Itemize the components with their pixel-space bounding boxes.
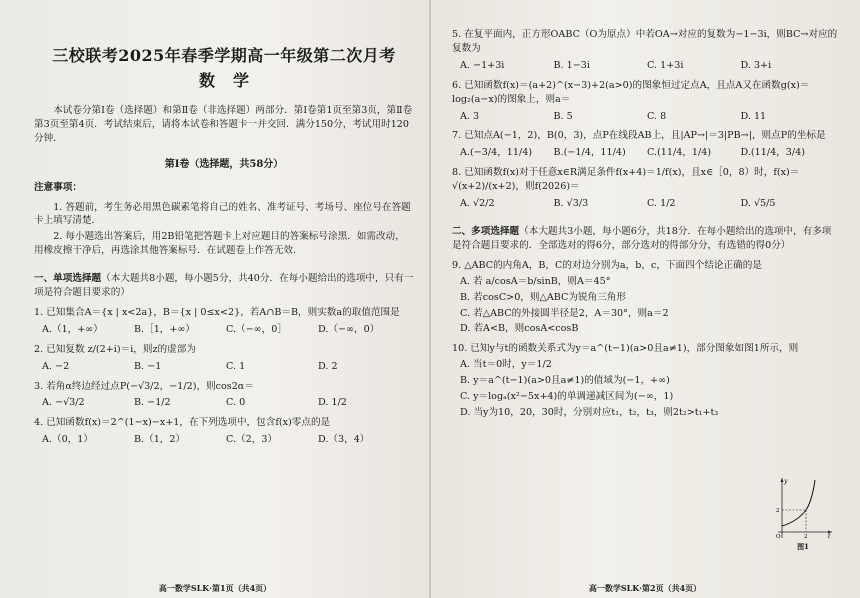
question-6: 6. 已知函数f(x)＝(a+2)^(x−3)+2(a>0)的图象恒过定点A，且点A又在函数g(x)＝log₂(a−x)的图象上，则a＝ — [452, 79, 810, 105]
section1-heading — [34, 272, 414, 300]
option-a: A.(−3/4，11/4) — [460, 147, 533, 159]
question-8: 8. 已知函数f(x)对于任意x∈R满足条件f(x+4)＝1/f(x)，且x∈［0，8）时，f(x)＝√(x+2)/(x+2)，则f(2026)＝ — [452, 167, 800, 193]
exam-title: 三校联考2025年春季学期高一年级第二次月考 — [52, 46, 396, 65]
y-axis-label: y — [784, 478, 788, 485]
question-4-options — [34, 433, 414, 447]
q10-option-c: C. y＝logₐ(x²−5x+4)的单调递减区间为(−∞，1) — [460, 391, 674, 403]
note-1: 1. 答题前，考生务必用黑色碳素笔将自己的姓名、准考证号、考场号、座位号在答题卡上填写清楚． — [34, 201, 411, 227]
question-8-options — [452, 197, 838, 211]
figure-caption: 图1 — [797, 542, 809, 551]
option-a: A. 3 — [460, 110, 480, 122]
option-b: B. 5 — [553, 110, 573, 122]
intro-paragraph: 本试卷分第Ⅰ卷（选择题）和第Ⅱ卷（非选择题）两部分．第Ⅰ卷第1页至第3页，第Ⅱ卷第3页至第4页．考试结束后，请将本试卷和答题卡一并交回．满分150分，考试用时120分钟． — [34, 105, 413, 145]
origin-label: O — [776, 534, 781, 540]
option-c: C. 1/2 — [647, 198, 676, 210]
figure-1 — [772, 474, 834, 554]
question-1-options — [34, 323, 414, 337]
question-2-options — [34, 360, 414, 374]
part1-title: 第Ⅰ卷（选择题，共58分） — [164, 159, 284, 171]
option-d: D.(11/4，3/4) — [740, 147, 805, 159]
option-d: D. 2 — [318, 360, 338, 372]
option-a: A. −1+3i — [460, 59, 505, 71]
option-b: B. 1−3i — [553, 59, 590, 71]
question-5: 5. 在复平面内，正方形OABC（O为原点）中若OA→对应的复数为−1−3i，则BC→对应的复数为 — [452, 29, 838, 54]
figure-1-graph — [772, 474, 834, 540]
question-1: 1. 已知集合A＝{x | x<2a}，B＝{x | 0≤x<2}，若A∩B＝B，则实数a的取值范围是 — [34, 306, 400, 318]
option-b: B. −1 — [134, 360, 162, 372]
section2-desc: （本大题共3小题，每小题6分，共18分．在每小题给出的选项中，有多项是符合题目要求的．全部选对的得6分，部分选对的得部分分，有选错的得0分） — [452, 225, 832, 251]
t-axis-label: t — [828, 533, 831, 540]
option-b: B.（1，2） — [134, 434, 186, 446]
y-tick-label: 2 — [776, 508, 780, 514]
option-b: B. −1/2 — [134, 397, 171, 409]
option-d: D. √5/5 — [740, 198, 776, 210]
page-1-footer: 高一数学SLK·第1页（共4页） — [158, 583, 272, 594]
question-7: 7. 已知点A(−1，2)，B(0，3)，点P在线段AB上，且|AP→|＝3|PB→|，则点P的坐标是 — [452, 130, 826, 142]
option-b: B. √3/3 — [553, 198, 589, 210]
option-b: B.［1，+∞） — [134, 323, 196, 335]
q9-option-c: C. 若△ABC的外接圆半径是2，A＝30°，则a＝2 — [460, 307, 669, 319]
question-4: 4. 已知函数f(x)＝2^(1−x)−x+1，在下列选项中，包含f(x)零点的是 — [34, 417, 331, 429]
section1-desc: （本大题共8小题，每小题5分，共40分．在每小题给出的选项中，只有一项是符合题目要求的） — [34, 273, 414, 299]
option-b: B.(−1/4，11/4) — [553, 147, 626, 159]
exponential-curve — [782, 480, 815, 526]
page-2 — [430, 0, 860, 598]
option-c: C. 1+3i — [647, 59, 684, 71]
q10-options — [452, 358, 838, 420]
note-2: 2. 每小题选出答案后，用2B铅笔把答题卡上对应题目的答案标号涂黑．如需改动，用橡皮擦干净后，再选涂其他答案标号．在试题卷上作答无效． — [34, 231, 405, 257]
question-3: 3. 若角α终边经过点P(−√3/2，−1/2)，则cos2α＝ — [34, 380, 254, 392]
option-a: A. −√3/2 — [42, 397, 85, 409]
notes-heading: 注意事项： — [34, 181, 82, 193]
option-d: D. 11 — [740, 110, 767, 122]
option-c: C.（−∞，0］ — [226, 323, 287, 335]
question-10: 10. 已知y与t的函数关系式为y＝a^(t−1)(a>0且a≠1)，部分图象如图1所示，则 — [452, 343, 799, 355]
q10-option-b: B. y＝a^(t−1)(a>0且a≠1)的值域为(−1，+∞) — [460, 375, 670, 387]
option-d: D.（3，4） — [318, 434, 370, 446]
option-a: A.（1，+∞） — [42, 323, 103, 335]
option-a: A.（0，1） — [42, 434, 93, 446]
q9-option-b: B. 若cosC>0，则△ABC为锐角三角形 — [460, 291, 626, 303]
section2-title: 二、多项选择题 — [452, 225, 520, 237]
option-d: D. 1/2 — [318, 397, 347, 409]
option-c: C.（2，3） — [226, 434, 278, 446]
option-c: C. 8 — [647, 110, 667, 122]
question-5-options — [452, 59, 838, 73]
option-c: C. 0 — [226, 397, 246, 409]
section1-title: 一、单项选择题 — [34, 273, 102, 285]
option-c: C.(11/4，1/4) — [647, 147, 712, 159]
question-3-options — [34, 396, 414, 410]
option-a: A. −2 — [42, 360, 70, 372]
page-2-footer: 高一数学SLK·第2页（共4页） — [588, 583, 702, 594]
q9-option-a: A. 若 a/cosA＝b/sinB，则A＝45° — [460, 275, 611, 287]
question-9: 9. △ABC的内角A，B，C的对边分别为a，b，c，下面四个结论正确的是 — [452, 259, 762, 271]
q10-option-d: D. 当y为10，20，30时，分别对应t₁，t₂，t₃，则2t₂>t₁+t₃ — [460, 406, 719, 418]
section2-heading — [452, 225, 838, 253]
question-7-options — [452, 146, 838, 160]
option-c: C. 1 — [226, 360, 246, 372]
q10-option-a: A. 当t＝0时，y＝1/2 — [460, 359, 552, 371]
question-2: 2. 已知复数 z/(2+i)＝i，则z的虚部为 — [34, 343, 196, 355]
exam-subject: 数学 — [198, 71, 267, 91]
option-d: D.（−∞，0） — [318, 323, 380, 335]
option-a: A. √2/2 — [460, 198, 495, 210]
option-d: D. 3+i — [740, 59, 772, 71]
q9-option-d: D. 若A<B，则cosA<cosB — [460, 323, 579, 335]
question-6-options — [452, 110, 838, 124]
t-tick-label: 2 — [804, 534, 808, 540]
